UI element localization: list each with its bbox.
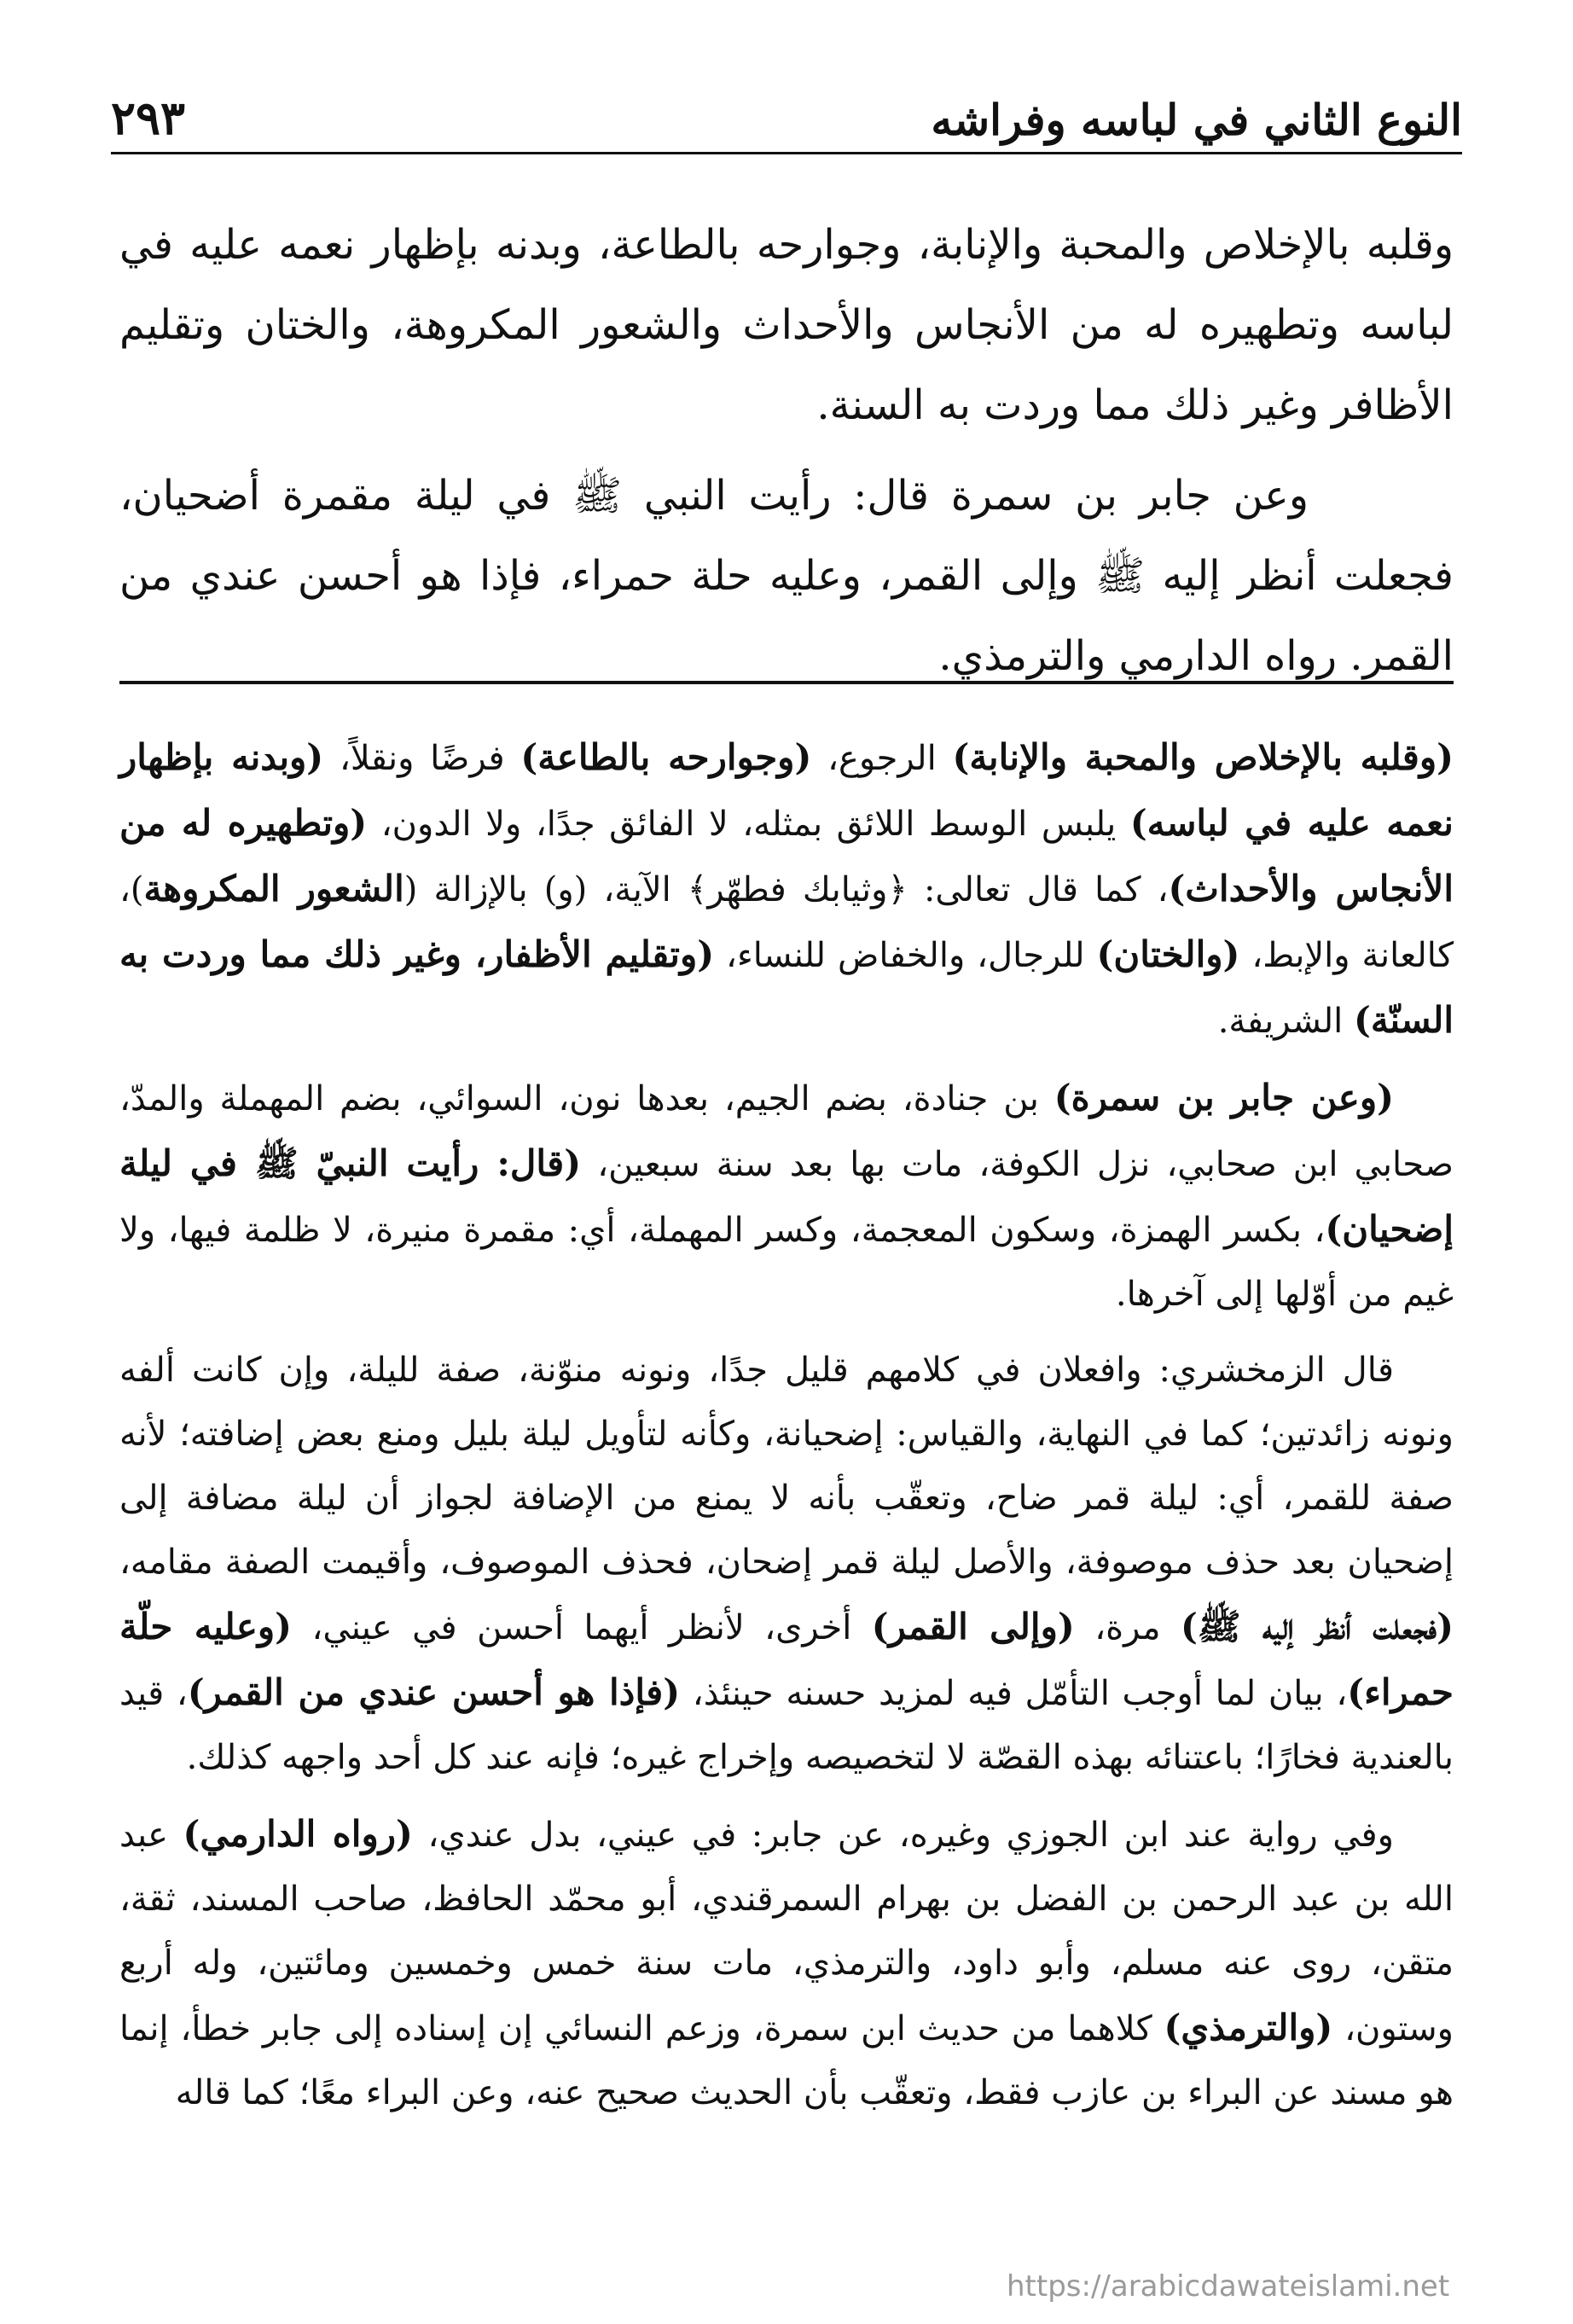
bold-quoted-text: (وقلبه بالإخلاص والمحبة والإنابة) [952, 736, 1454, 778]
commentary-paragraph [119, 1339, 1454, 1790]
commentary-paragraph [119, 1066, 1454, 1327]
commentary-text: وفي رواية عند ابن الجوزي وغيره، عن جابر: في عيني، بدل عندي، [412, 1816, 1394, 1855]
commentary-text: ، قيد بالعندية فخارًا؛ باعتنائه بهذه القصّة لا لتخصيصه وإخراج غيره؛ فإنه عند كل أحد واجهه كذلك. [119, 1674, 1454, 1777]
section-divider [119, 681, 1454, 684]
commentary-text: قال الزمخشري: وافعلان في كلامهم قليل جدًا، ونونه منوّنة، صفة لليلة، وإن كانت ألفه ونونه زائدتين؛ كما في النهاية، والقياس: إضحيانة، وكأنه لتأويل ليلة بليل ومنع بعض إضافته؛ لأنه صفة للقمر، أي: ليلة قمر ضاح، وتعقّب بأنه لا يمنع من الإضافة لجواز أن ليلة مضافة إلى إضحيان بعد حذف موصوفة، والأصل ليلة قمر إضحان، فحذف الموصوف، وأقيمت الصفة مقامه، [119, 1351, 1454, 1582]
commentary [119, 725, 1454, 2137]
main-text-paragraph-2: وعن جابر بن سمرة قال: رأيت النبي ﷺ في ليلة مقمرة أضحيان، فجعلت أنظر إليه ﷺ وإلى القمر، وعليه حلة حمراء، فإذا هو أحسن عندي من القمر. رواه الدارمي والترمذي. [119, 472, 1454, 680]
commentary-text: مرة، [1074, 1608, 1181, 1647]
bold-quoted-text: (فإذا هو أحسن عندي من القمر) [187, 1671, 681, 1713]
bold-quoted-text: (وجوارحه بالطاعة) [520, 736, 812, 778]
bold-quoted-text: الشعور المكروهة [143, 868, 404, 909]
page-header [111, 85, 1462, 154]
bold-quoted-text: (والختان) [1096, 933, 1240, 975]
commentary-text: )، كالعانة والإبط، [119, 870, 1454, 975]
bold-quoted-text: (وتقليم الأظفار، وغير ذلك مما وردت به السنّة) [119, 933, 1454, 1041]
commentary-text: الشريفة. [1217, 1002, 1354, 1041]
bold-quoted-text: (وعن جابر بن سمرة) [1054, 1077, 1394, 1118]
page-number: ٢٩٣ [111, 90, 186, 145]
commentary-text: يلبس الوسط اللائق بمثله، لا الفائق جدًا، ولا الدون، [367, 805, 1130, 844]
commentary-text: كلاهما من حديث ابن سمرة، وزعم النسائي إن إسناده إلى جابر خطأ، إنما هو مسند عن البراء بن عازب فقط، وتعقّب بأن الحديث صحيح عنه، وعن البراء معًا؛ كما قاله [119, 2009, 1454, 2112]
main-text-paragraph-1: وقلبه بالإخلاص والمحبة والإنابة، وجوارحه بالطاعة، وبدنه بإظهار نعمه عليه في لباسه وتطهيره له من الأنجاس والأحداث والشعور المكروهة، والختان وتقليم الأظافر وغير ذلك مما وردت به السنة. [119, 221, 1454, 429]
bold-quoted-text: (رواه الدارمي) [183, 1813, 413, 1855]
commentary-text: للرجال، والخفاض للنساء، [714, 936, 1097, 975]
main-text [119, 205, 1454, 696]
bold-quoted-text: (فجعلت أنظر إليه ﷺ) [1181, 1606, 1454, 1647]
commentary-text: بن جنادة، بضم الجيم، بعدها نون، السوائي، بضم المهملة والمدّ، صحابي ابن صحابي، نزل الكوفة، مات بها بعد سنة سبعين، [119, 1079, 1454, 1184]
bold-quoted-text: (وعليه حلّة حمراء) [119, 1606, 1454, 1713]
bold-quoted-text: (وبدنه بإظهار نعمه عليه في لباسه) [119, 736, 1454, 844]
running-title: النوع الثاني في لباسه وفراشه [931, 95, 1462, 145]
commentary-text: أخرى، لأنظر أيهما أحسن في عيني، [292, 1608, 872, 1647]
watermark-url: https://arabicdawateislami.net [1007, 2269, 1450, 2304]
bold-quoted-text: (قال: رأيت النبيّ ﷺ في ليلة إضحيان) [119, 1142, 1454, 1250]
commentary-text: الرجوع، [811, 739, 953, 778]
commentary-text: ، بيان لما أوجب التأمّل فيه لمزيد حسنه حينئذ، [680, 1674, 1348, 1713]
bold-quoted-text: (وتطهيره له من الأنجاس والأحداث) [119, 802, 1454, 909]
commentary-paragraph [119, 1802, 1454, 2125]
commentary-text: ، كما قال تعالى: ﴿وثيابك فطهّر﴾ الآية، (و) بالإزالة ( [403, 870, 1169, 909]
commentary-paragraph [119, 725, 1454, 1054]
bold-quoted-text: (وإلى القمر) [871, 1606, 1075, 1647]
commentary-text: عبد الله بن عبد الرحمن بن الفضل بن بهرام السمرقندي، أبو محمّد الحافظ، صاحب المسند، ثقة، متقن، روى عنه مسلم، وأبو داود، والترمذي، مات سنة خمس وخمسين ومائتين، وله أربع وستون، [119, 1816, 1454, 2048]
bold-quoted-text: (والترمذي) [1164, 2007, 1333, 2048]
commentary-text: ، بكسر الهمزة، وسكون المعجمة، وكسر المهملة، أي: مقمرة منيرة، لا ظلمة فيها، ولا غيم من أوّلها إلى آخرها. [119, 1211, 1454, 1314]
commentary-text: فرضًا ونقلاً، [323, 739, 521, 778]
